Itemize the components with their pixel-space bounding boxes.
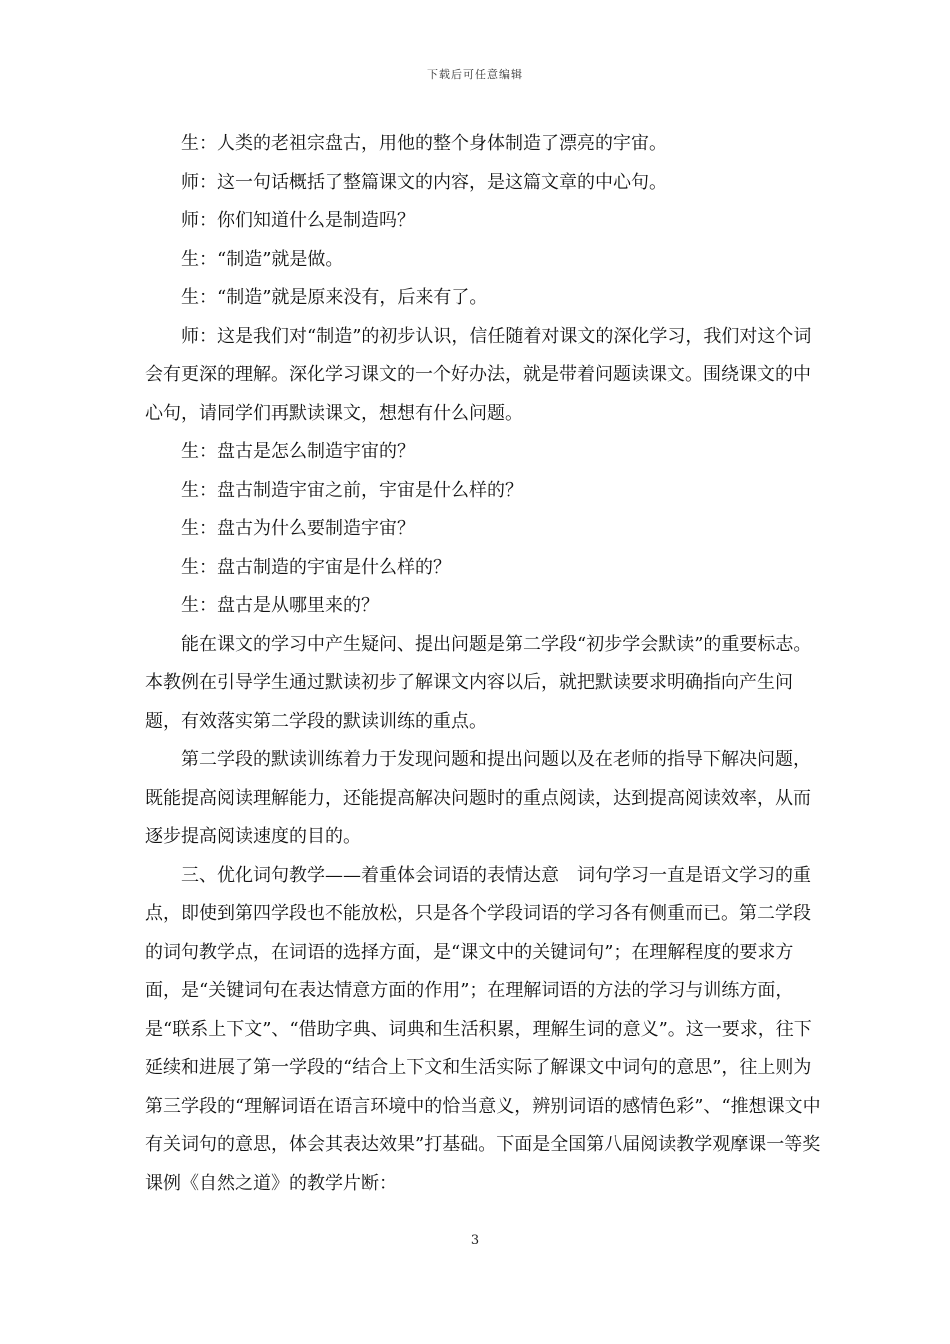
page-header: 下载后可任意编辑 (427, 68, 523, 81)
paragraph: 师：你们知道什么是制造吗？ (181, 210, 415, 231)
paragraph: 能在课文的学习中产生疑问、提出问题是第二学段“初步学会默读”的重要标志。本教例在引导学生通过默读初步了解课文内容以后，就把默读要求明确指向产生问题，有效落实第二学段的默读训练的重点。 (145, 633, 812, 732)
paragraph: 生：盘古制造宇宙之前，宇宙是什么样的？ (181, 479, 523, 501)
page-number: 3 (470, 1233, 480, 1248)
paragraph: 师：这是我们对“制造”的初步认识，信任随着对课文的深化学习，我们对这个词会有更深的理解。深化学习课文的一个好办法，就是带着问题读课文。围绕课文的中心句，请同学们再默读课文，想想有什么问题。 (145, 325, 812, 424)
paragraph: 生：盘古是怎么制造宇宙的？ (181, 441, 415, 462)
paragraph: 生：盘古是从哪里来的？ (181, 595, 379, 616)
paragraph: 生：人类的老祖宗盘古，用他的整个身体制造了漂亮的宇宙。 (181, 133, 667, 154)
paragraph: 三、优化词句教学——着重体会词语的表情达意 词句学习一直是语文学习的重点，即使到第四学段也不能放松，只是各个学段词语的学习各有侧重而已。第二学段的词句教学点，在词语的选择方面，是“课文中的关键词句”；在理解程度的要求方面，是“关键词句在表达情意方面的作用”；在理解词语的方法的学习与训练方面，是“联系上下文”、“借助字典、词典和生活积累，理解生词的意义”。这一要求，往下延续和进展了第一学段的“结合上下文和生活实际了解课文中词句的意思”，往上则为第三学段的“理解词语在语言环境中的恰当意义，辨别词语的感情色彩”、“推想课文中有关词句的意思，体会其表达效果”打基础。下面是全国第八届阅读教学观摩课一等奖课例《自然之道》的教学片断： (145, 864, 821, 1194)
paragraph: 第二学段的默读训练着力于发现问题和提出问题以及在老师的指导下解决问题，既能提高阅读理解能力，还能提高解决问题时的重点阅读，达到提高阅读效率，从而逐步提高阅读速度的目的。 (145, 749, 811, 847)
paragraph: 师：这一句话概括了整篇课文的内容，是这篇文章的中心句。 (181, 171, 667, 193)
document-body (145, 125, 825, 1203)
paragraph: 生：盘古为什么要制造宇宙？ (181, 518, 415, 539)
paragraph: 生：“制造”就是做。 (181, 248, 344, 270)
paragraph: 生：盘古制造的宇宙是什么样的？ (181, 556, 451, 578)
paragraph: 生：“制造”就是原来没有，后来有了。 (181, 287, 488, 308)
